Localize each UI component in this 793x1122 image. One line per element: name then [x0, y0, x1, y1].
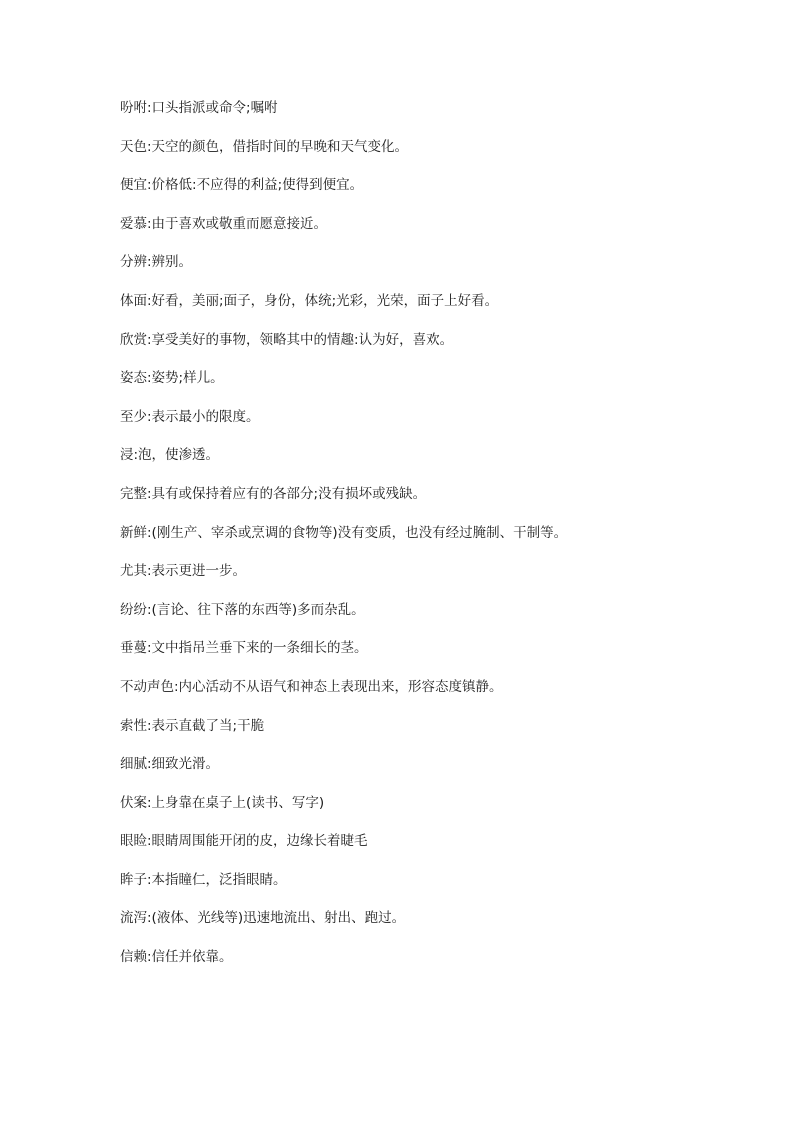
vocabulary-entry: 流泻:(液体、光线等)迅速地流出、射出、跑过。 — [120, 910, 406, 927]
vocabulary-entry: 分辨:辨别。 — [120, 254, 193, 271]
vocabulary-entry: 新鲜:(刚生产、宰杀或烹调的食物等)没有变质，也没有经过腌制、干制等。 — [120, 524, 568, 541]
vocabulary-entry: 天色:天空的颜色，借指时间的早晚和天气变化。 — [120, 138, 409, 155]
vocabulary-entry: 完整:具有或保持着应有的各部分;没有损坏或残缺。 — [120, 485, 427, 502]
vocabulary-entry: 信赖:信任并依靠。 — [120, 949, 233, 966]
vocabulary-entry: 眼睑:眼睛周围能开闭的皮，边缘长着睫毛 — [120, 833, 368, 850]
vocabulary-entry: 眸子:本指瞳仁，泛指眼睛。 — [120, 871, 287, 888]
vocabulary-entry: 索性:表示直截了当;干脆 — [120, 717, 265, 734]
vocabulary-entry: 体面:好看，美丽;面子，身份，体统;光彩，光荣，面子上好看。 — [120, 292, 499, 309]
vocabulary-entry: 爱慕:由于喜欢或敬重而愿意接近。 — [120, 215, 328, 232]
vocabulary-entry: 欣赏:享受美好的事物，领略其中的情趣:认为好，喜欢。 — [120, 331, 454, 348]
vocabulary-entry: 纷纷:(言论、往下落的东西等)多而杂乱。 — [120, 601, 365, 618]
vocabulary-entry: 吩咐:口头指派或命令;嘱咐 — [120, 100, 278, 116]
vocabulary-entry: 至少:表示最小的限度。 — [120, 408, 260, 425]
vocabulary-entry: 尤其:表示更进一步。 — [120, 563, 247, 580]
vocabulary-list — [120, 96, 740, 984]
vocabulary-entry: 姿态:姿势;样儿。 — [120, 370, 224, 387]
vocabulary-entry: 垂蔓:文中指吊兰垂下来的一条细长的茎。 — [120, 640, 368, 657]
vocabulary-entry: 细腻:细致光滑。 — [120, 756, 220, 773]
vocabulary-entry: 便宜:价格低:不应得的利益;使得到便宜。 — [120, 177, 364, 194]
vocabulary-entry: 伏案:上身靠在桌子上(读书、写字) — [120, 794, 325, 811]
vocabulary-entry: 浸:泡，使渗透。 — [120, 447, 220, 464]
vocabulary-entry: 不动声色:内心活动不从语气和神态上表现出来，形容态度镇静。 — [120, 678, 503, 695]
